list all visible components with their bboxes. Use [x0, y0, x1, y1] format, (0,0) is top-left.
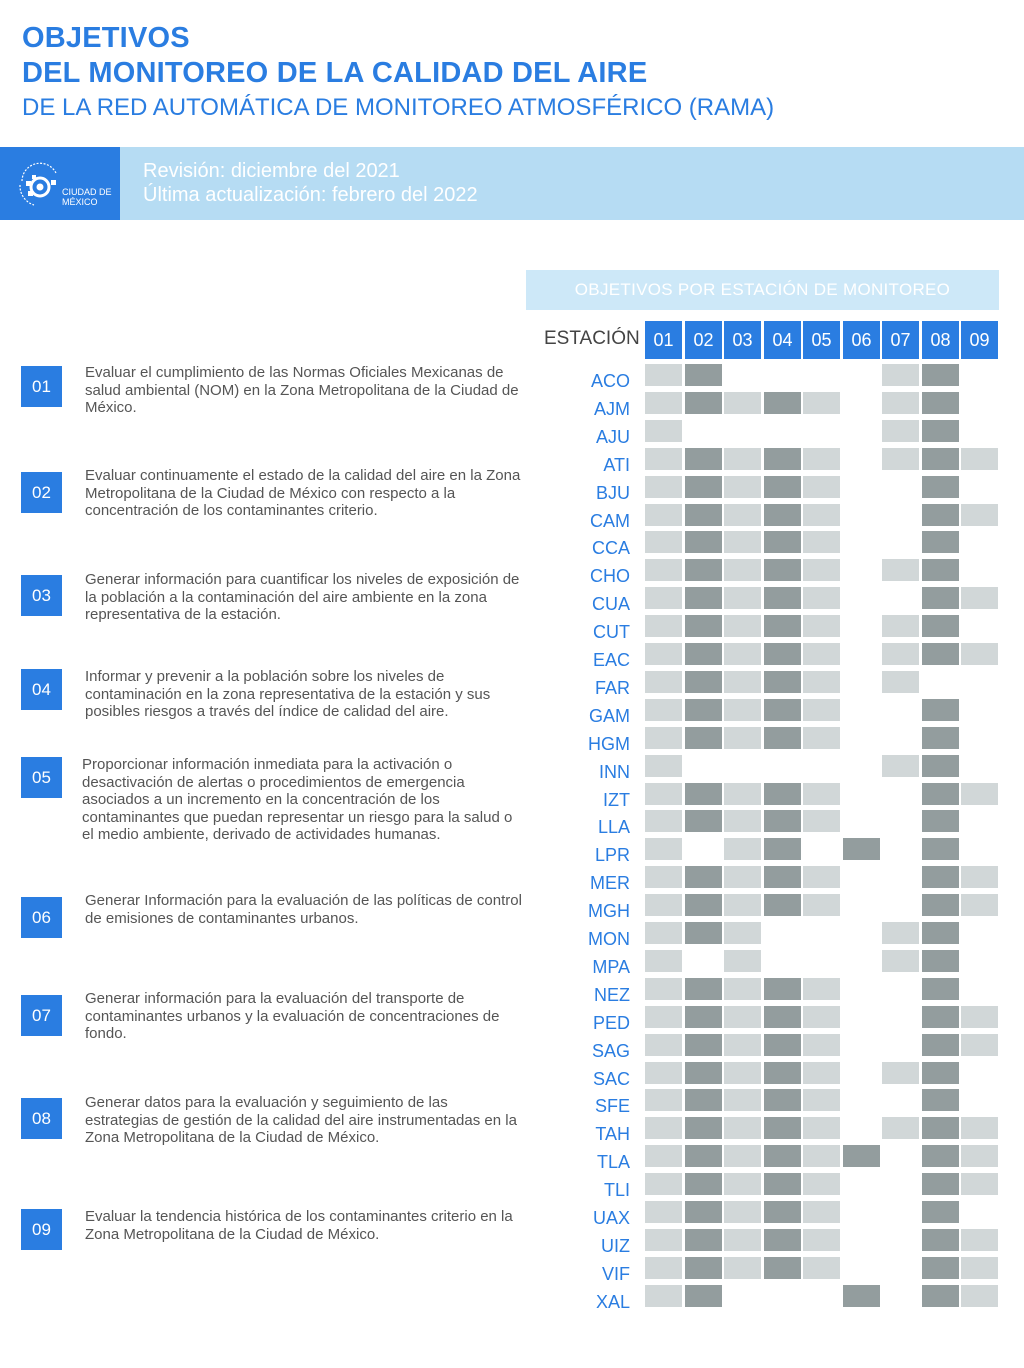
- objective-cell: [645, 1089, 682, 1111]
- objective-cell: [922, 894, 959, 916]
- objective-cell: [724, 587, 761, 609]
- objective-cell: [724, 1062, 761, 1084]
- objective-cell: [764, 1034, 801, 1056]
- objective-cell: [882, 1062, 919, 1084]
- objective-cell: [764, 1145, 801, 1167]
- objective-cell: [843, 1145, 880, 1167]
- objective-cell: [764, 559, 801, 581]
- objective-cell: [803, 810, 840, 832]
- objective-cell: [685, 810, 722, 832]
- objective-column-header: 05: [803, 321, 840, 359]
- objective-cell: [843, 838, 880, 860]
- objective-cell: [922, 559, 959, 581]
- objective-cell: [685, 727, 722, 749]
- objective-cell: [764, 838, 801, 860]
- objective-cell: [803, 894, 840, 916]
- objective-cell: [803, 1201, 840, 1223]
- objective-cell: [645, 950, 682, 972]
- objective-cell: [724, 810, 761, 832]
- objective-cell: [764, 783, 801, 805]
- objective-cell: [922, 643, 959, 665]
- objective-cell: [803, 392, 840, 414]
- station-code: TLA: [596, 1152, 630, 1172]
- objective-text: Generar información para la evaluación del transporte de contaminantes urbanos y la evaluación de concentraciones de fondo.: [85, 990, 500, 1042]
- objective-cell: [922, 392, 959, 414]
- objective-cell: [764, 1229, 801, 1251]
- objective-cell: [645, 531, 682, 553]
- station-code: PED: [592, 1013, 630, 1033]
- station-code: IZT: [603, 790, 630, 810]
- objective-cell: [922, 978, 959, 1000]
- objective-cell: [882, 643, 919, 665]
- objective-cell: [803, 1145, 840, 1167]
- table-title: OBJETIVOS POR ESTACIÓN DE MONITOREO: [526, 270, 999, 310]
- station-code: LLA: [597, 817, 630, 837]
- objective-cell: [803, 699, 840, 721]
- objective-cell: [685, 392, 722, 414]
- objective-cell: [764, 1089, 801, 1111]
- station-code: UIZ: [601, 1236, 630, 1256]
- objective-cell: [803, 978, 840, 1000]
- objective-cell: [961, 1229, 998, 1251]
- objective-cell: [764, 1062, 801, 1084]
- station-code: NEZ: [594, 985, 630, 1005]
- objective-cell: [685, 1257, 722, 1279]
- objective-cell: [922, 448, 959, 470]
- objective-cell: [764, 643, 801, 665]
- objective-cell: [803, 559, 840, 581]
- objective-cell: [961, 504, 998, 526]
- logo: [0, 147, 120, 220]
- objective-cell: [685, 1062, 722, 1084]
- objective-cell: [645, 978, 682, 1000]
- objective-cell: [645, 1285, 682, 1307]
- station-code: EAC: [592, 650, 630, 670]
- objective-cell: [764, 531, 801, 553]
- objective-cell: [764, 1201, 801, 1223]
- objective-cell: [882, 755, 919, 777]
- objective-cell: [645, 866, 682, 888]
- objective-cell: [724, 476, 761, 498]
- objective-cell: [961, 643, 998, 665]
- objective-cell: [685, 504, 722, 526]
- station-code: MON: [588, 929, 630, 949]
- objective-cell: [803, 1089, 840, 1111]
- objective-cell: [803, 1034, 840, 1056]
- objective-number: 09: [21, 1209, 62, 1250]
- objective-cell: [724, 1257, 761, 1279]
- revision-banner: [0, 147, 1024, 220]
- objective-cell: [685, 476, 722, 498]
- objective-cell: [803, 1006, 840, 1028]
- objective-cell: [724, 1229, 761, 1251]
- objective-number: 07: [21, 995, 62, 1036]
- objective-cell: [922, 1145, 959, 1167]
- station-code: CAM: [590, 511, 630, 531]
- objective-cell: [803, 671, 840, 693]
- objective-cell: [645, 1006, 682, 1028]
- objective-cell: [685, 615, 722, 637]
- objective-cell: [724, 671, 761, 693]
- page-title-line-1: OBJETIVOS: [22, 22, 190, 54]
- objective-cell: [961, 587, 998, 609]
- objective-cell: [922, 1034, 959, 1056]
- objective-text: Generar información para cuantificar los niveles de exposición de la población a la contaminación del aire ambiente en la zona representativa de la estación.: [85, 571, 520, 623]
- objective-number: 01: [21, 366, 62, 407]
- objective-cell: [922, 531, 959, 553]
- station-code: SFE: [594, 1096, 630, 1116]
- objective-cell: [961, 448, 998, 470]
- objective-cell: [922, 1257, 959, 1279]
- objective-cell: [843, 1285, 880, 1307]
- objective-cell: [922, 1229, 959, 1251]
- objective-cell: [645, 1117, 682, 1139]
- page-title-line-2: DEL MONITOREO DE LA CALIDAD DEL AIRE: [22, 57, 648, 89]
- objective-cell: [922, 1062, 959, 1084]
- objective-cell: [803, 727, 840, 749]
- objective-cell: [645, 1062, 682, 1084]
- objective-cell: [803, 643, 840, 665]
- objective-cell: [922, 727, 959, 749]
- station-code: HGM: [588, 734, 630, 754]
- objective-cell: [922, 1089, 959, 1111]
- objective-cell: [724, 392, 761, 414]
- station-code: SAC: [592, 1069, 630, 1089]
- objective-cell: [764, 866, 801, 888]
- objective-cell: [922, 1117, 959, 1139]
- objective-cell: [882, 1117, 919, 1139]
- objective-cell: [764, 615, 801, 637]
- objective-cell: [764, 1257, 801, 1279]
- objective-cell: [685, 1034, 722, 1056]
- objective-cell: [803, 531, 840, 553]
- objective-cell: [645, 727, 682, 749]
- objective-cell: [882, 448, 919, 470]
- station-code: CHO: [590, 566, 630, 586]
- objective-cell: [961, 783, 998, 805]
- station-code: VIF: [601, 1264, 630, 1284]
- objective-cell: [645, 392, 682, 414]
- objective-cell: [922, 1173, 959, 1195]
- objective-cell: [764, 671, 801, 693]
- station-code: BJU: [595, 483, 630, 503]
- objective-cell: [645, 615, 682, 637]
- objective-cell: [764, 476, 801, 498]
- objective-cell: [645, 364, 682, 386]
- objective-cell: [922, 1006, 959, 1028]
- objective-cell: [922, 1201, 959, 1223]
- objective-cell: [645, 783, 682, 805]
- objective-cell: [724, 1006, 761, 1028]
- objective-cell: [645, 1229, 682, 1251]
- objective-cell: [685, 1173, 722, 1195]
- objective-cell: [645, 476, 682, 498]
- station-code: FAR: [594, 678, 630, 698]
- station-code: CCA: [591, 538, 630, 558]
- objective-cell: [645, 1145, 682, 1167]
- objective-column-header: 03: [724, 321, 761, 359]
- objective-cell: [922, 783, 959, 805]
- objective-cell: [882, 922, 919, 944]
- objective-cell: [961, 1006, 998, 1028]
- objective-cell: [645, 1257, 682, 1279]
- objective-cell: [803, 866, 840, 888]
- objective-cell: [764, 1117, 801, 1139]
- objective-text: Evaluar el cumplimiento de las Normas Oficiales Mexicanas de salud ambiental (NOM) en la Zona Metropolitana de la Ciudad de México.: [85, 364, 519, 416]
- objective-cell: [724, 894, 761, 916]
- objective-number: 02: [21, 472, 62, 513]
- objective-cell: [685, 922, 722, 944]
- objective-cell: [764, 699, 801, 721]
- objective-column-header: 08: [922, 321, 959, 359]
- objective-cell: [803, 448, 840, 470]
- objective-cell: [724, 922, 761, 944]
- station-code: UAX: [592, 1208, 630, 1228]
- objective-column-header: 06: [843, 321, 880, 359]
- objective-cell: [922, 504, 959, 526]
- station-code: XAL: [595, 1292, 630, 1312]
- objective-cell: [645, 1201, 682, 1223]
- objective-cell: [882, 671, 919, 693]
- objective-cell: [803, 1062, 840, 1084]
- station-code: AJM: [594, 399, 630, 419]
- objective-cell: [764, 392, 801, 414]
- objective-cell: [685, 1117, 722, 1139]
- objective-cell: [645, 838, 682, 860]
- objective-cell: [803, 615, 840, 637]
- objective-cell: [764, 978, 801, 1000]
- objective-cell: [764, 894, 801, 916]
- objective-cell: [724, 1034, 761, 1056]
- objective-cell: [685, 1285, 722, 1307]
- objective-cell: [764, 1006, 801, 1028]
- objective-cell: [724, 643, 761, 665]
- objective-cell: [764, 810, 801, 832]
- objective-text: Informar y prevenir a la población sobre los niveles de contaminación en la zona representativa de la estación y sus posibles riesgos a través del índice de calidad del aire.: [85, 668, 491, 720]
- objective-cell: [685, 894, 722, 916]
- objective-cell: [645, 559, 682, 581]
- objective-text: Generar datos para la evaluación y seguimiento de las estrategias de gestión de la calidad del aire instrumentadas en la Zona Metropolitana de la Ciudad de México.: [85, 1094, 517, 1146]
- objective-cell: [685, 1145, 722, 1167]
- objective-cell: [724, 838, 761, 860]
- station-code: TLI: [603, 1180, 630, 1200]
- station-code: GAM: [588, 706, 630, 726]
- objective-number: 05: [21, 757, 62, 798]
- objective-cell: [882, 559, 919, 581]
- station-code: TAH: [595, 1124, 630, 1144]
- objective-cell: [922, 922, 959, 944]
- objective-cell: [922, 364, 959, 386]
- objective-column-header: 07: [882, 321, 919, 359]
- objective-cell: [961, 1034, 998, 1056]
- objective-cell: [922, 950, 959, 972]
- objective-cell: [724, 448, 761, 470]
- objective-column-header: 01: [645, 321, 682, 359]
- objective-cell: [645, 1173, 682, 1195]
- objective-cell: [882, 364, 919, 386]
- objective-column-header: 02: [685, 321, 722, 359]
- objective-cell: [922, 476, 959, 498]
- objective-cell: [685, 1089, 722, 1111]
- station-code: MPA: [592, 957, 630, 977]
- objective-cell: [922, 699, 959, 721]
- objective-cell: [764, 1173, 801, 1195]
- objective-cell: [803, 504, 840, 526]
- monitoring-network-logo-icon: [14, 151, 64, 211]
- objective-number: 08: [21, 1098, 62, 1139]
- objective-number: 04: [21, 669, 62, 710]
- objective-cell: [724, 1089, 761, 1111]
- objective-cell: [724, 699, 761, 721]
- objective-column-header: 09: [961, 321, 998, 359]
- objective-cell: [685, 559, 722, 581]
- last-updated-date: Última actualización: febrero del 2022: [143, 184, 478, 206]
- station-code: ATI: [603, 455, 630, 475]
- objective-cell: [922, 838, 959, 860]
- objective-cell: [645, 755, 682, 777]
- station-code: CUT: [593, 622, 630, 642]
- objective-cell: [685, 783, 722, 805]
- objective-cell: [685, 531, 722, 553]
- objective-text: Evaluar la tendencia histórica de los contaminantes criterio en la Zona Metropolitana de la Ciudad de México.: [85, 1208, 513, 1243]
- objective-cell: [922, 420, 959, 442]
- objective-cell: [724, 783, 761, 805]
- objective-cell: [803, 1173, 840, 1195]
- station-code: INN: [599, 762, 630, 782]
- objective-cell: [645, 894, 682, 916]
- objective-cell: [645, 699, 682, 721]
- objective-cell: [724, 727, 761, 749]
- objective-cell: [685, 1006, 722, 1028]
- objective-cell: [764, 448, 801, 470]
- station-code: SAG: [591, 1041, 630, 1061]
- station-code: MGH: [588, 901, 630, 921]
- objective-cell: [922, 810, 959, 832]
- objective-cell: [922, 615, 959, 637]
- objective-cell: [685, 448, 722, 470]
- objective-text: Generar Información para la evaluación de las políticas de control de emisiones de contaminantes urbanos.: [85, 892, 522, 927]
- objective-cell: [803, 1117, 840, 1139]
- objective-cell: [961, 894, 998, 916]
- objective-cell: [882, 950, 919, 972]
- objective-cell: [724, 531, 761, 553]
- objective-cell: [803, 476, 840, 498]
- objective-cell: [645, 643, 682, 665]
- objective-cell: [685, 866, 722, 888]
- objective-cell: [724, 978, 761, 1000]
- objective-cell: [645, 1034, 682, 1056]
- station-code: LPR: [594, 845, 630, 865]
- station-column-header: ESTACIÓN: [544, 328, 640, 349]
- objective-cell: [922, 755, 959, 777]
- station-code: ACO: [590, 371, 630, 391]
- objective-cell: [724, 1117, 761, 1139]
- objective-cell: [922, 1285, 959, 1307]
- objective-cell: [764, 504, 801, 526]
- objective-cell: [961, 866, 998, 888]
- station-code: CUA: [591, 594, 630, 614]
- objective-cell: [645, 587, 682, 609]
- objective-cell: [645, 420, 682, 442]
- objective-cell: [645, 922, 682, 944]
- objective-cell: [882, 615, 919, 637]
- objective-cell: [724, 615, 761, 637]
- objective-cell: [764, 587, 801, 609]
- objective-cell: [803, 1257, 840, 1279]
- objective-cell: [724, 504, 761, 526]
- objective-cell: [645, 504, 682, 526]
- objective-cell: [803, 783, 840, 805]
- objective-cell: [922, 587, 959, 609]
- objective-cell: [961, 1117, 998, 1139]
- objective-cell: [961, 1173, 998, 1195]
- objective-text: Evaluar continuamente el estado de la calidad del aire en la Zona Metropolitana de la Ciudad de México con respecto a la concentración de los contaminantes criterio.: [85, 467, 521, 519]
- objective-cell: [685, 978, 722, 1000]
- objective-cell: [961, 1145, 998, 1167]
- objective-cell: [764, 727, 801, 749]
- objective-cell: [724, 559, 761, 581]
- objective-number: 03: [21, 575, 62, 616]
- objective-cell: [803, 587, 840, 609]
- objective-number: 06: [21, 897, 62, 938]
- objective-cell: [724, 1173, 761, 1195]
- page-subtitle: DE LA RED AUTOMÁTICA DE MONITOREO ATMOSFÉRICO (RAMA): [22, 94, 775, 121]
- objective-text: Proporcionar información inmediata para la activación o desactivación de alertas o procedimientos de emergencia asociados a un incremento en la concentración de los contaminantes que puedan representar un riesgo para la salud o el medio ambiente, derivado de actividades humanas.: [82, 756, 513, 843]
- objective-cell: [961, 1285, 998, 1307]
- station-code: AJU: [595, 427, 630, 447]
- objective-cell: [645, 671, 682, 693]
- objective-cell: [882, 420, 919, 442]
- objective-cell: [645, 810, 682, 832]
- objective-cell: [685, 364, 722, 386]
- objective-cell: [803, 1229, 840, 1251]
- objective-cell: [685, 587, 722, 609]
- objective-cell: [685, 1201, 722, 1223]
- objective-cell: [724, 950, 761, 972]
- objective-cell: [685, 699, 722, 721]
- objective-cell: [882, 392, 919, 414]
- objective-cell: [961, 1257, 998, 1279]
- objective-cell: [645, 448, 682, 470]
- objective-cell: [724, 1201, 761, 1223]
- objective-cell: [724, 1145, 761, 1167]
- objective-cell: [685, 671, 722, 693]
- objective-cell: [922, 866, 959, 888]
- station-code: MER: [590, 873, 630, 893]
- objective-cell: [685, 1229, 722, 1251]
- objective-cell: [685, 643, 722, 665]
- objective-column-header: 04: [764, 321, 801, 359]
- revision-date: Revisión: diciembre del 2021: [143, 160, 400, 182]
- logo-text: CIUDAD DE MÉXICO: [62, 187, 112, 207]
- objective-cell: [724, 866, 761, 888]
